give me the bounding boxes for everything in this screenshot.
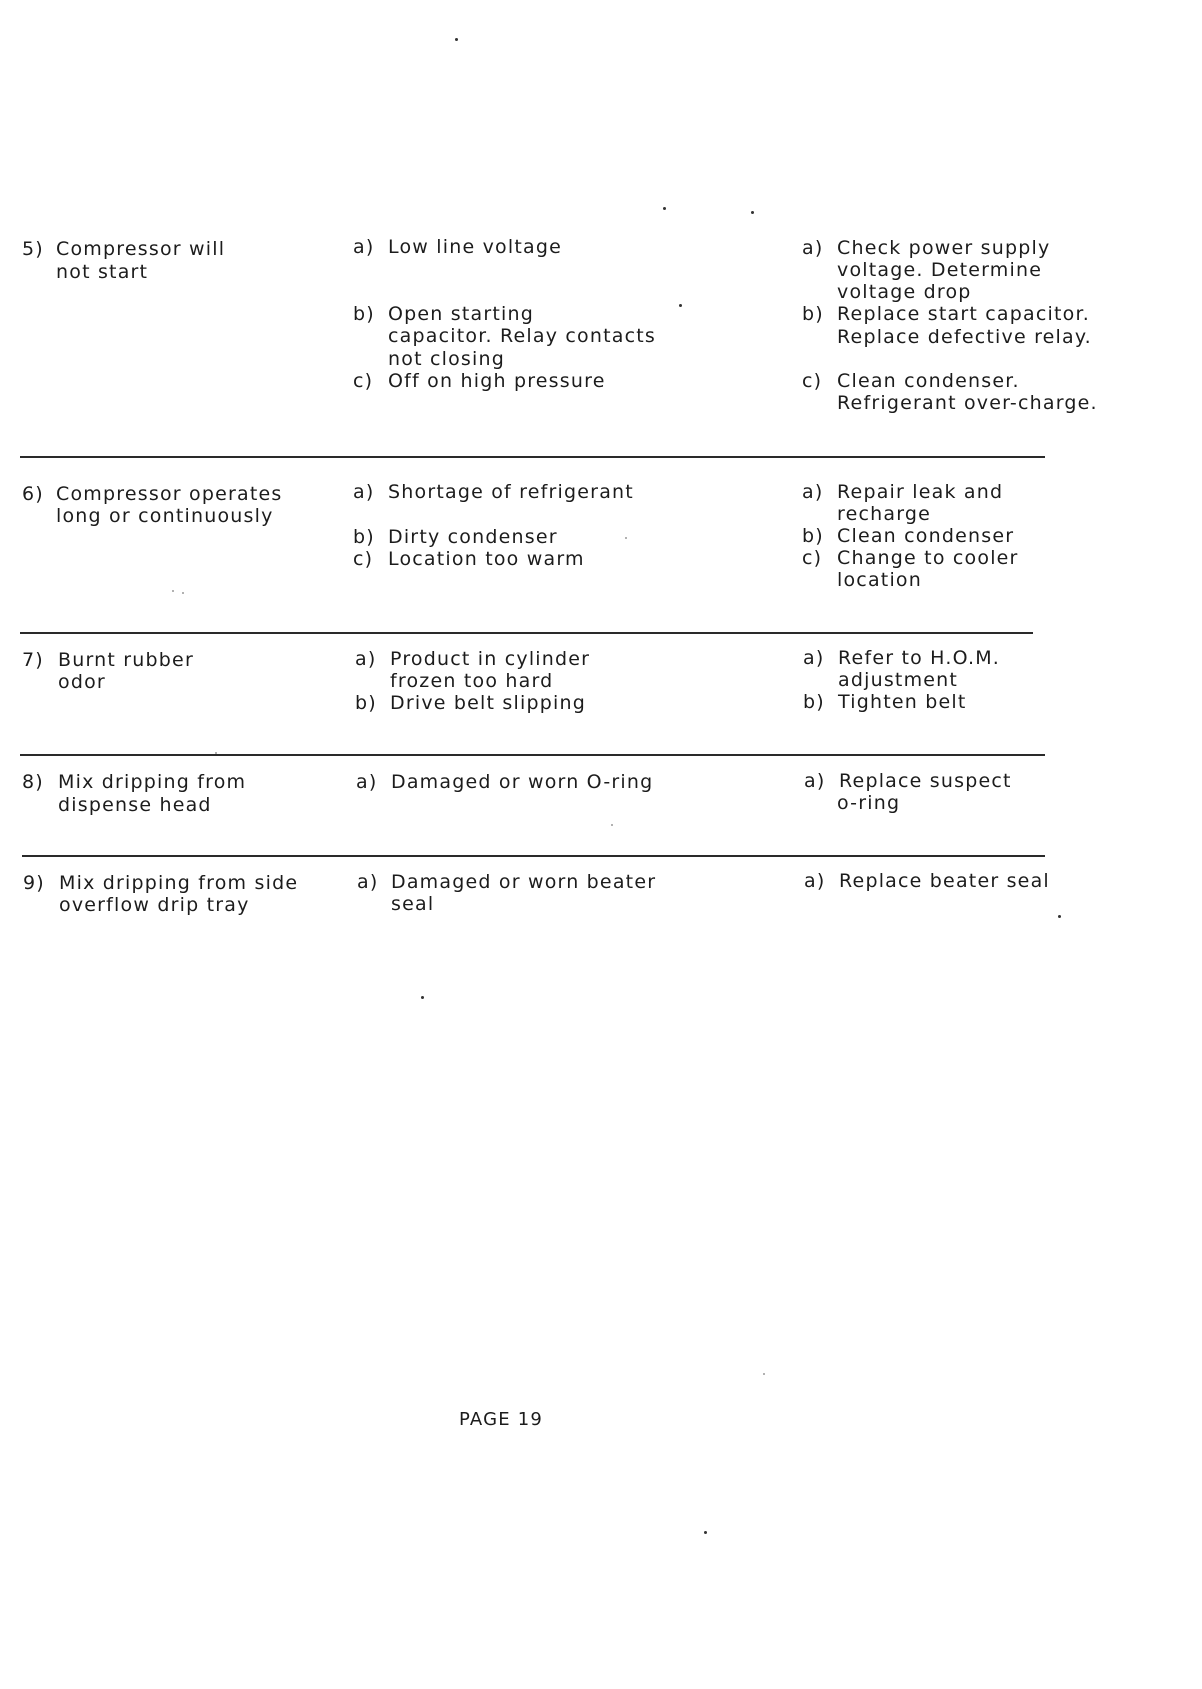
scan-speck: [182, 592, 184, 594]
cause-text: Product in cylinder: [390, 648, 591, 670]
remedy-text: Refrigerant over-charge.: [837, 392, 1098, 414]
remedy-letter: b): [802, 525, 824, 547]
problem-text: Mix dripping from: [58, 771, 247, 793]
cause-text: Damaged or worn beater: [391, 871, 657, 893]
cause-text: Low line voltage: [388, 236, 562, 258]
problem-text: Compressor operates: [56, 483, 283, 505]
cause-letter: a): [356, 771, 378, 793]
remedy-letter: b): [803, 691, 825, 713]
cause-letter: c): [353, 370, 374, 392]
remedy-letter: c): [802, 370, 823, 392]
scan-speck: [625, 537, 627, 539]
remedy-letter: b): [802, 303, 824, 325]
scan-speck: [751, 211, 754, 214]
cause-letter: a): [353, 236, 375, 258]
remedy-text: recharge: [837, 503, 932, 525]
remedy-text: voltage. Determine: [837, 259, 1043, 281]
remedy-text: Refer to H.O.M.: [838, 647, 1001, 669]
remedy-text: Repair leak and: [837, 481, 1004, 503]
cause-letter: a): [355, 648, 377, 670]
problem-text: Mix dripping from side: [59, 872, 299, 894]
remedy-letter: a): [804, 870, 826, 892]
cause-text: frozen too hard: [390, 670, 554, 692]
remedy-text: adjustment: [838, 669, 959, 691]
scan-speck: [679, 304, 682, 307]
remedy-text: Change to cooler: [837, 547, 1019, 569]
problem-text: Burnt rubber: [58, 649, 194, 671]
page-number: PAGE 19: [459, 1409, 544, 1430]
cause-letter: a): [357, 871, 379, 893]
scan-speck: [704, 1531, 707, 1534]
remedy-text: Check power supply: [837, 237, 1051, 259]
cause-text: Shortage of refrigerant: [388, 481, 634, 503]
remedy-letter: c): [802, 547, 823, 569]
cause-text: capacitor. Relay contacts: [388, 325, 656, 347]
scan-speck: [172, 590, 174, 592]
scan-speck: [663, 207, 666, 210]
remedy-letter: a): [804, 770, 826, 792]
cause-text: Open starting: [388, 303, 535, 325]
cause-text: Location too warm: [388, 548, 585, 570]
remedy-letter: a): [802, 237, 824, 259]
remedy-text: Replace start capacitor.: [837, 303, 1090, 325]
remedy-text: Clean condenser: [837, 525, 1015, 547]
scan-speck: [421, 996, 424, 999]
entry-number: 6): [22, 483, 44, 505]
cause-text: Damaged or worn O-ring: [391, 771, 654, 793]
cause-text: Drive belt slipping: [390, 692, 586, 714]
entry-number: 8): [22, 771, 44, 793]
scan-speck: [215, 752, 217, 754]
remedy-text: Replace suspect: [839, 770, 1012, 792]
cause-letter: b): [353, 526, 375, 548]
remedy-text: o-ring: [837, 792, 901, 814]
cause-text: seal: [391, 893, 435, 915]
problem-text: odor: [58, 671, 106, 693]
section-divider: [20, 754, 1045, 756]
entry-number: 7): [22, 649, 44, 671]
scan-speck: [611, 824, 613, 826]
cause-text: Off on high pressure: [388, 370, 606, 392]
cause-letter: c): [353, 548, 374, 570]
section-divider: [20, 632, 1033, 634]
remedy-text: location: [837, 569, 922, 591]
cause-text: Dirty condenser: [388, 526, 558, 548]
cause-letter: b): [355, 692, 377, 714]
problem-text: overflow drip tray: [59, 894, 250, 916]
scan-speck: [763, 1373, 765, 1375]
remedy-letter: a): [803, 647, 825, 669]
cause-text: not closing: [388, 348, 505, 370]
remedy-text: Replace defective relay.: [837, 326, 1092, 348]
remedy-letter: a): [802, 481, 824, 503]
section-divider: [20, 456, 1045, 458]
remedy-text: Replace beater seal: [839, 870, 1050, 892]
entry-number: 9): [23, 872, 45, 894]
problem-text: Compressor will: [56, 238, 226, 260]
remedy-text: voltage drop: [837, 281, 972, 303]
problem-text: not start: [56, 261, 149, 283]
scan-speck: [1058, 915, 1061, 918]
scan-speck: [455, 38, 458, 41]
remedy-text: Clean condenser.: [837, 370, 1020, 392]
remedy-text: Tighten belt: [838, 691, 967, 713]
problem-text: long or continuously: [56, 505, 274, 527]
cause-letter: a): [353, 481, 375, 503]
problem-text: dispense head: [58, 794, 212, 816]
cause-letter: b): [353, 303, 375, 325]
section-divider: [22, 855, 1045, 857]
entry-number: 5): [22, 238, 44, 260]
